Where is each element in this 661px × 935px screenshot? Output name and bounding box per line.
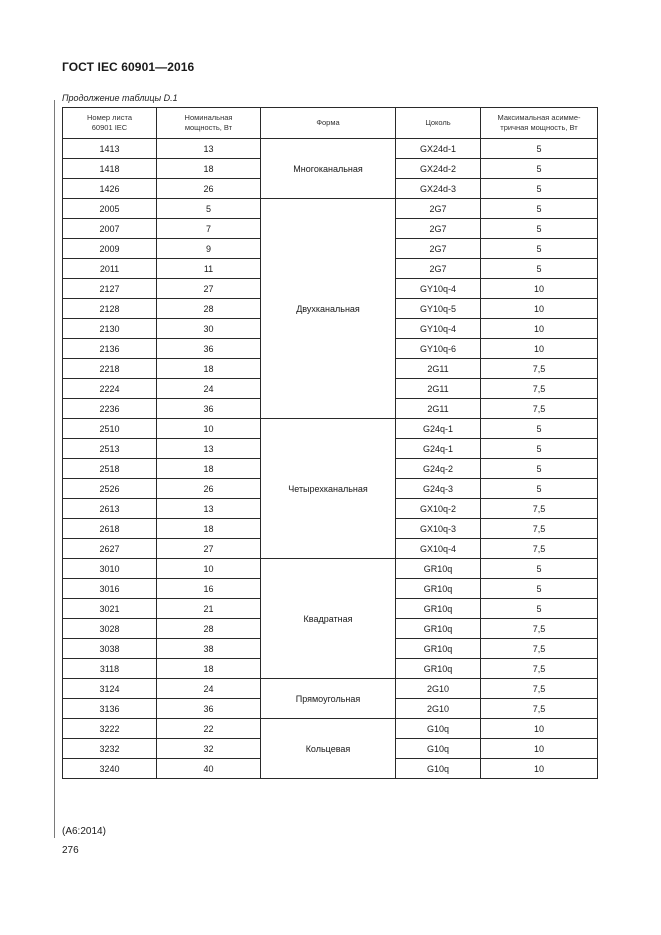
- cell-nominal-power: 40: [157, 759, 261, 779]
- cell-nominal-power: 22: [157, 719, 261, 739]
- cell-nominal-power: 27: [157, 539, 261, 559]
- cell-asym-power: 5: [481, 199, 598, 219]
- cell-sheet-number: 3010: [63, 559, 157, 579]
- cell-nominal-power: 36: [157, 339, 261, 359]
- cell-nominal-power: 36: [157, 699, 261, 719]
- cell-sheet-number: 2510: [63, 419, 157, 439]
- cell-base: G24q-2: [396, 459, 481, 479]
- cell-sheet-number: 1418: [63, 159, 157, 179]
- cell-nominal-power: 30: [157, 319, 261, 339]
- col-header-power: [157, 108, 261, 139]
- cell-base: GX24d-3: [396, 179, 481, 199]
- table-row: [63, 719, 598, 739]
- cell-sheet-number: 2130: [63, 319, 157, 339]
- cell-base: 2G7: [396, 259, 481, 279]
- cell-asym-power: 10: [481, 279, 598, 299]
- cell-nominal-power: 16: [157, 579, 261, 599]
- cell-form: Четырехканальная: [261, 419, 396, 559]
- cell-nominal-power: 13: [157, 499, 261, 519]
- cell-base: G24q-1: [396, 419, 481, 439]
- col-header-line: 60901 IEC: [91, 123, 128, 132]
- cell-form: Кольцевая: [261, 719, 396, 779]
- cell-nominal-power: 7: [157, 219, 261, 239]
- document-title: ГОСТ IEC 60901—2016: [62, 60, 195, 74]
- amendment-note: (A6:2014): [62, 826, 106, 837]
- cell-form: Многоканальная: [261, 139, 396, 199]
- cell-base: GR10q: [396, 639, 481, 659]
- table-body: [63, 139, 598, 779]
- cell-base: GX10q-4: [396, 539, 481, 559]
- cell-base: 2G11: [396, 379, 481, 399]
- cell-sheet-number: 2618: [63, 519, 157, 539]
- cell-sheet-number: 3222: [63, 719, 157, 739]
- cell-asym-power: 7,5: [481, 699, 598, 719]
- cell-asym-power: 5: [481, 439, 598, 459]
- cell-asym-power: 5: [481, 259, 598, 279]
- col-header-line: Номер листа: [86, 113, 132, 122]
- cell-sheet-number: 3118: [63, 659, 157, 679]
- cell-nominal-power: 36: [157, 399, 261, 419]
- col-header-asym-power: [481, 108, 598, 139]
- cell-nominal-power: 10: [157, 419, 261, 439]
- cell-sheet-number: 2011: [63, 259, 157, 279]
- col-header-line: Форма: [316, 118, 340, 127]
- cell-base: GY10q-4: [396, 319, 481, 339]
- cell-asym-power: 5: [481, 459, 598, 479]
- cell-nominal-power: 18: [157, 459, 261, 479]
- cell-sheet-number: 3038: [63, 639, 157, 659]
- cell-form: Прямоугольная: [261, 679, 396, 719]
- cell-base: 2G7: [396, 199, 481, 219]
- cell-asym-power: 5: [481, 139, 598, 159]
- cell-form: Двухканальная: [261, 199, 396, 419]
- cell-sheet-number: 2613: [63, 499, 157, 519]
- cell-sheet-number: 2513: [63, 439, 157, 459]
- cell-sheet-number: 2236: [63, 399, 157, 419]
- cell-asym-power: 10: [481, 299, 598, 319]
- col-header-form: [261, 108, 396, 139]
- cell-nominal-power: 38: [157, 639, 261, 659]
- cell-sheet-number: 2627: [63, 539, 157, 559]
- cell-asym-power: 10: [481, 719, 598, 739]
- cell-asym-power: 7,5: [481, 619, 598, 639]
- cell-nominal-power: 11: [157, 259, 261, 279]
- cell-base: G10q: [396, 739, 481, 759]
- cell-sheet-number: 2128: [63, 299, 157, 319]
- cell-asym-power: 7,5: [481, 679, 598, 699]
- cell-sheet-number: 2224: [63, 379, 157, 399]
- left-margin-rule: [54, 100, 55, 838]
- cell-sheet-number: 1413: [63, 139, 157, 159]
- cell-base: 2G10: [396, 699, 481, 719]
- cell-sheet-number: 3124: [63, 679, 157, 699]
- cell-asym-power: 5: [481, 419, 598, 439]
- cell-nominal-power: 24: [157, 379, 261, 399]
- cell-sheet-number: 1426: [63, 179, 157, 199]
- col-header-sheet: [63, 108, 157, 139]
- col-header-line: Номинальная: [184, 113, 233, 122]
- cell-asym-power: 5: [481, 239, 598, 259]
- cell-base: GX24d-2: [396, 159, 481, 179]
- cell-asym-power: 5: [481, 159, 598, 179]
- table-row: [63, 139, 598, 159]
- cell-sheet-number: 3028: [63, 619, 157, 639]
- cell-asym-power: 5: [481, 179, 598, 199]
- cell-nominal-power: 13: [157, 139, 261, 159]
- cell-asym-power: 7,5: [481, 399, 598, 419]
- cell-asym-power: 5: [481, 559, 598, 579]
- table-row: [63, 559, 598, 579]
- cell-asym-power: 10: [481, 339, 598, 359]
- cell-nominal-power: 24: [157, 679, 261, 699]
- col-header-line: тричная мощность, Вт: [500, 123, 578, 132]
- cell-nominal-power: 18: [157, 659, 261, 679]
- cell-base: 2G7: [396, 219, 481, 239]
- cell-base: GX10q-3: [396, 519, 481, 539]
- cell-sheet-number: 2136: [63, 339, 157, 359]
- cell-asym-power: 10: [481, 739, 598, 759]
- cell-asym-power: 7,5: [481, 499, 598, 519]
- cell-base: G24q-3: [396, 479, 481, 499]
- cell-asym-power: 7,5: [481, 519, 598, 539]
- cell-base: GR10q: [396, 619, 481, 639]
- col-header-line: Цоколь: [425, 118, 451, 127]
- cell-nominal-power: 28: [157, 299, 261, 319]
- cell-asym-power: 7,5: [481, 639, 598, 659]
- cell-nominal-power: 18: [157, 159, 261, 179]
- cell-sheet-number: 3016: [63, 579, 157, 599]
- table-row: [63, 199, 598, 219]
- cell-base: G10q: [396, 719, 481, 739]
- cell-asym-power: 5: [481, 479, 598, 499]
- cell-base: GR10q: [396, 559, 481, 579]
- cell-base: G10q: [396, 759, 481, 779]
- cell-sheet-number: 2005: [63, 199, 157, 219]
- cell-nominal-power: 5: [157, 199, 261, 219]
- cell-nominal-power: 13: [157, 439, 261, 459]
- cell-sheet-number: 3240: [63, 759, 157, 779]
- cell-asym-power: 5: [481, 599, 598, 619]
- cell-sheet-number: 3232: [63, 739, 157, 759]
- cell-nominal-power: 18: [157, 519, 261, 539]
- cell-nominal-power: 27: [157, 279, 261, 299]
- cell-asym-power: 5: [481, 219, 598, 239]
- cell-asym-power: 10: [481, 319, 598, 339]
- cell-nominal-power: 26: [157, 479, 261, 499]
- cell-base: GX24d-1: [396, 139, 481, 159]
- cell-base: GR10q: [396, 579, 481, 599]
- cell-asym-power: 7,5: [481, 659, 598, 679]
- col-header-line: Максимальная асимме-: [497, 113, 581, 122]
- cell-sheet-number: 3136: [63, 699, 157, 719]
- cell-base: 2G11: [396, 359, 481, 379]
- cell-sheet-number: 2218: [63, 359, 157, 379]
- cell-asym-power: 7,5: [481, 359, 598, 379]
- cell-base: G24q-1: [396, 439, 481, 459]
- cell-base: GY10q-4: [396, 279, 481, 299]
- cell-nominal-power: 18: [157, 359, 261, 379]
- cell-sheet-number: 2007: [63, 219, 157, 239]
- cell-sheet-number: 2127: [63, 279, 157, 299]
- cell-nominal-power: 10: [157, 559, 261, 579]
- cell-base: 2G10: [396, 679, 481, 699]
- cell-nominal-power: 9: [157, 239, 261, 259]
- cell-form: Квадратная: [261, 559, 396, 679]
- table-row: [63, 679, 598, 699]
- table-caption: Продолжение таблицы D.1: [62, 93, 178, 103]
- cell-asym-power: 7,5: [481, 539, 598, 559]
- cell-base: GY10q-6: [396, 339, 481, 359]
- col-header-line: мощность, Вт: [184, 123, 233, 132]
- cell-sheet-number: 2518: [63, 459, 157, 479]
- cell-sheet-number: 2009: [63, 239, 157, 259]
- cell-base: 2G7: [396, 239, 481, 259]
- cell-asym-power: 7,5: [481, 379, 598, 399]
- cell-base: GX10q-2: [396, 499, 481, 519]
- table-row: [63, 419, 598, 439]
- cell-nominal-power: 28: [157, 619, 261, 639]
- cell-sheet-number: 2526: [63, 479, 157, 499]
- cell-base: GY10q-5: [396, 299, 481, 319]
- page-number: 276: [62, 845, 79, 856]
- cell-asym-power: 10: [481, 759, 598, 779]
- lamp-data-table: [62, 107, 598, 779]
- cell-base: 2G11: [396, 399, 481, 419]
- cell-base: GR10q: [396, 659, 481, 679]
- cell-nominal-power: 21: [157, 599, 261, 619]
- cell-sheet-number: 3021: [63, 599, 157, 619]
- cell-asym-power: 5: [481, 579, 598, 599]
- cell-base: GR10q: [396, 599, 481, 619]
- table-header-row: [63, 108, 598, 139]
- col-header-base: [396, 108, 481, 139]
- cell-nominal-power: 26: [157, 179, 261, 199]
- cell-nominal-power: 32: [157, 739, 261, 759]
